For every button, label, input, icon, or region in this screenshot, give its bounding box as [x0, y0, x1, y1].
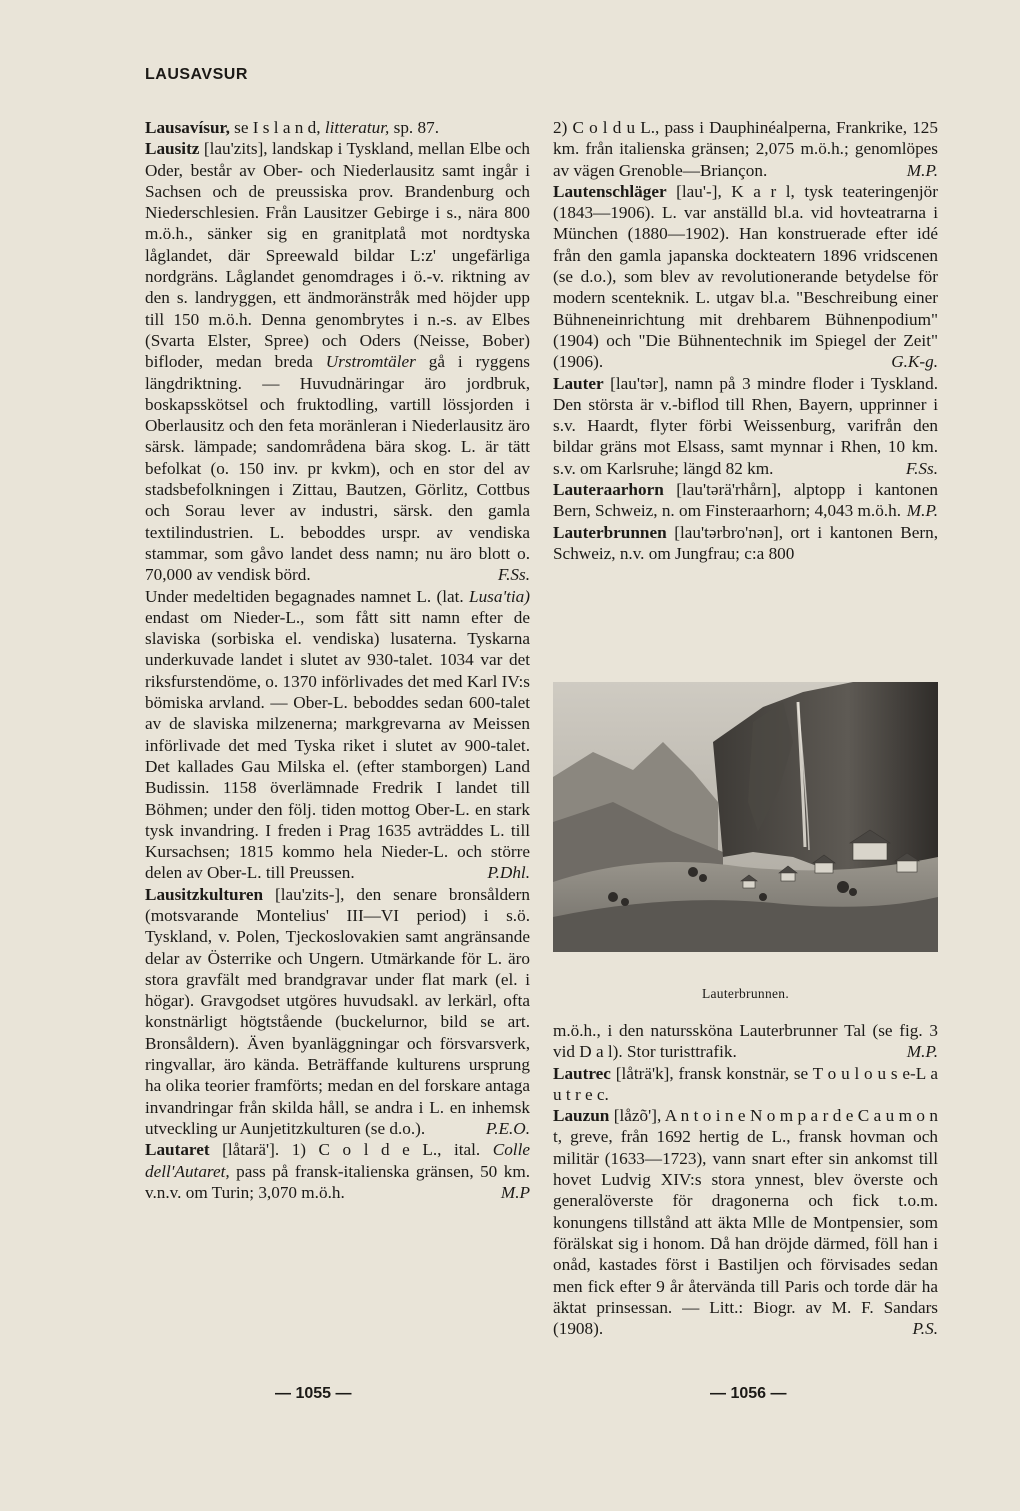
author-signature: M.P.	[906, 1042, 938, 1062]
author-signature: P.Dhl.	[487, 863, 530, 883]
author-signature: M.P.	[906, 501, 938, 521]
dictionary-entry	[145, 138, 530, 585]
dictionary-entry	[553, 117, 938, 181]
valley-illustration	[553, 682, 938, 952]
entry-text: [låträ'k], fransk konstnär, se T o u l o u s e-L a u t r e c.	[553, 1063, 938, 1104]
italic-term: Colle dell'Autaret,	[145, 1140, 530, 1181]
author-signature: G.K-g.	[891, 352, 938, 372]
headword: Lautenschläger	[553, 181, 667, 201]
entry-text: [låzõ'], A n t o i n e N o m p a r d e C a u m o n t, greve, från 1692 hertig de L., fransk hovman och militär (1633—1723), vann snart efter sin ankomst till hovet Ludvig XIV:s stora ynnest, blev överste och generalöverste för dragonerna och fick t.o.m. konungens tillstånd att äkta Mlle de Montpensier, som förälskat sig i honom. Då han dröjde därmed, föll han i onåd, kastades först i Bastiljen och förvisades sedan men fick efter 9 år återvända till Paris och torde där ha äktat prinsessan. — Litt.: Biogr. av M. F. Sandars (1908).	[553, 1106, 938, 1339]
entry-text: [lau'tərä'rhårn], alptopp i kantonen Bern, Schweiz, n. om Finsteraarhorn; 4,043 m.ö.h.	[553, 480, 938, 521]
right-column-bottom	[553, 1020, 938, 1339]
headword: Lauterbrunnen	[553, 522, 667, 542]
author-signature: F.Ss.	[497, 565, 530, 585]
entry-text: [lau'tər], namn på 3 mindre floder i Tyskland. Den största är v.-biflod till Rhen, Bayern, upprinner i s.v. Haardt, flyter förbi Weissenburg, varifrån den bildar gräns mot Elsass, samt mynnar i Rhen, 10 km. s.v. om Karlsruhe; längd 82 km.	[553, 373, 938, 478]
headword: Lauzun	[553, 1106, 610, 1126]
figure-caption: Lauterbrunnen.	[701, 986, 790, 1001]
headword: Lauteraarhorn	[553, 480, 664, 500]
dictionary-entry	[145, 1139, 530, 1203]
entry-text: [lau'zits], landskap i Tyskland, mellan Elbe och Oder, består av Ober- och Niederlausitz samt ingår i Sachsen och de preussiska prov. Brandenburg och Niederschlesien. Från Lausitzer Gebirge i s., nära 800 m.ö.h., sänker sig en granitplatå mot nordtyska låglandet, där Spreewald bildar L:z' ungefärliga nordgräns. Låglandet genomdrages i ö.-v. riktning av den s. landryggen, ett ändmoränstråk med höjder upp till 150 m.ö.h. Denna genombrytes i n.-s. av Elbes (Svarta Elster, Spree) och Oders (Neisse, Bober) bifloder, medan breda	[145, 139, 530, 372]
lauterbrunnen-photo	[553, 682, 938, 952]
dictionary-entry	[553, 479, 938, 522]
entry-text: [låtarä']. 1) C o l d e L., ital.	[209, 1140, 493, 1160]
italic-term: litteratur,	[324, 118, 390, 137]
entry-text: m.ö.h., i den naturssköna Lauterbrunner Tal (se fig. 3 vid D a l). Stor turisttrafik.	[553, 1021, 938, 1062]
entry-text: Under medeltiden begagnades namnet L. (lat.	[145, 586, 470, 606]
entry-text: endast om Nieder-L., som fått sitt namn efter de slaviska (sorbiska el. vendiska) lusaterna. Tyskarna underkuvade landet i slutet av 930-talet. 1034 var det riksfurstendöme, o. 1370 införlivades det med Karl IV:s bömiska arvland. — Ober-L. beboddes sedan 600-talet av de slaviska milzenerna; markgrevarna av Meissen införlivade det med Tyska riket i slutet av 900-talet. Det kallades Gau Milska el. (efter stamborgen) Land Budissin. 1158 överlämnade Fredrik I landet till Böhmen; under den följ. tiden mottog Ober-L. en stark tysk invandring. I freden i Prag 1635 avträddes L. till Kursachsen; 1815 kommo hela Nieder-L. och större delen av Ober-L. till Preussen.	[145, 607, 530, 883]
italic-term: Urstromtäler	[325, 352, 416, 372]
headword: Lautaret	[145, 1140, 210, 1160]
dictionary-entry	[553, 522, 938, 565]
entry-text: 2) C o l d u L., pass i Dauphinéalperna, Frankrike, 125 km. från italienska gränsen; 2,075 m.ö.h.; genomlöpes av vägen Grenoble—Briançon.	[553, 118, 938, 180]
entry-text: pass på fransk-italienska gränsen, 50 km. v.n.v. om Turin; 3,070 m.ö.h.	[145, 1161, 530, 1202]
left-column	[145, 117, 530, 1203]
entry-text: [lau'-], K a r l, tysk teateringenjör (1843—1906). L. var anställd bl.a. vid hovteatrarna i München (1880—1902). Han konstruerade efter idé från den gamla japanska dockteatern 1896 vridscenen (se d.o.), som blev av revolutionerande betydelse för modern scenteknik. L. utgav bl.a. "Beschreibung einer Bühneneinrichtung mit drehbarem Bühnenpodium" (1904) och "Die Bühnentechnik im Spiegel der Zeit" (1906).	[553, 181, 938, 372]
author-signature: F.Ss.	[905, 458, 938, 478]
dictionary-entry	[145, 884, 530, 1140]
author-signature: P.E.O.	[485, 1118, 530, 1138]
dictionary-entry	[553, 1063, 938, 1106]
author-signature: P.S.	[912, 1319, 938, 1339]
dictionary-entry	[145, 586, 530, 884]
headword: Lausavísur,	[145, 118, 230, 137]
author-signature: M.P	[500, 1182, 530, 1202]
entry-text: sp. 87.	[389, 118, 440, 137]
headword: Lautrec	[553, 1063, 611, 1083]
headword: Lausitzkulturen	[145, 884, 264, 904]
page-number-right: — 1056 —	[710, 1385, 787, 1402]
entry-text: gå i ryggens längdriktning. — Huvudnäringar äro jordbruk, boskapsskötsel och fruktodling, vartill lössjorden i Oberlausitz och den feta moränleran i Niederlausitz äro särsk. lämpade; sandområdena bära skog. L. är tätt befolkat (o. 150 inv. pr kvkm), och en stor del av stadsbefolkningen i Zittau, Bautzen, Görlitz, Cottbus och Sorau lever av industri, särsk. den gamla textilindustrien. L. beboddes urspr. av vendiska stammar, som gåvo landet dess namn; nu äro blott o. 70,000 av vendisk börd.	[145, 352, 530, 585]
author-signature: M.P.	[906, 160, 938, 180]
dictionary-entry	[145, 117, 530, 138]
dictionary-entry	[553, 1020, 938, 1063]
entry-text: [lau'zits-], den senare bronsåldern (motsvarande Montelius' III—VI period) i s.ö. Tyskland, v. Polen, Tjeckoslovakien samt angränsande delar av Österrike och Ungern. Utmärkande för L. äro stora gravfält med brandgravar under flat mark (el. i högar). Gravgodset utgöres huvudsakl. av lerkärl, ofta konstnärligt högtstående (buckelurnor, bild se art. Bronsåldern). Även byanläggningar och försvarsverk, ringvallar, äro kända. Beträffande kulturens ursprung ha olika teorier framförts; medan en del forskare antaga invandringar från skilda håll, se andra i L. en inhemsk utveckling ur Aunjetitzkulturen (se d.o.).	[145, 884, 530, 1138]
headword: Lauter	[553, 373, 604, 393]
entry-text: se I s l a n d,	[229, 118, 325, 137]
page-number-left: — 1055 —	[275, 1385, 352, 1402]
headword: Lausitz	[145, 139, 200, 159]
right-column-top	[553, 117, 938, 564]
dictionary-entry	[553, 1105, 938, 1339]
dictionary-entry	[553, 373, 938, 479]
dictionary-entry	[553, 181, 938, 373]
italic-term: Lusa'tia)	[469, 586, 530, 606]
entry-text: [lau'tərbro'nən], ort i kantonen Bern, Schweiz, n.v. om Jungfrau; c:a 800	[553, 522, 938, 563]
running-header: LAUSAVSUR	[145, 66, 248, 83]
